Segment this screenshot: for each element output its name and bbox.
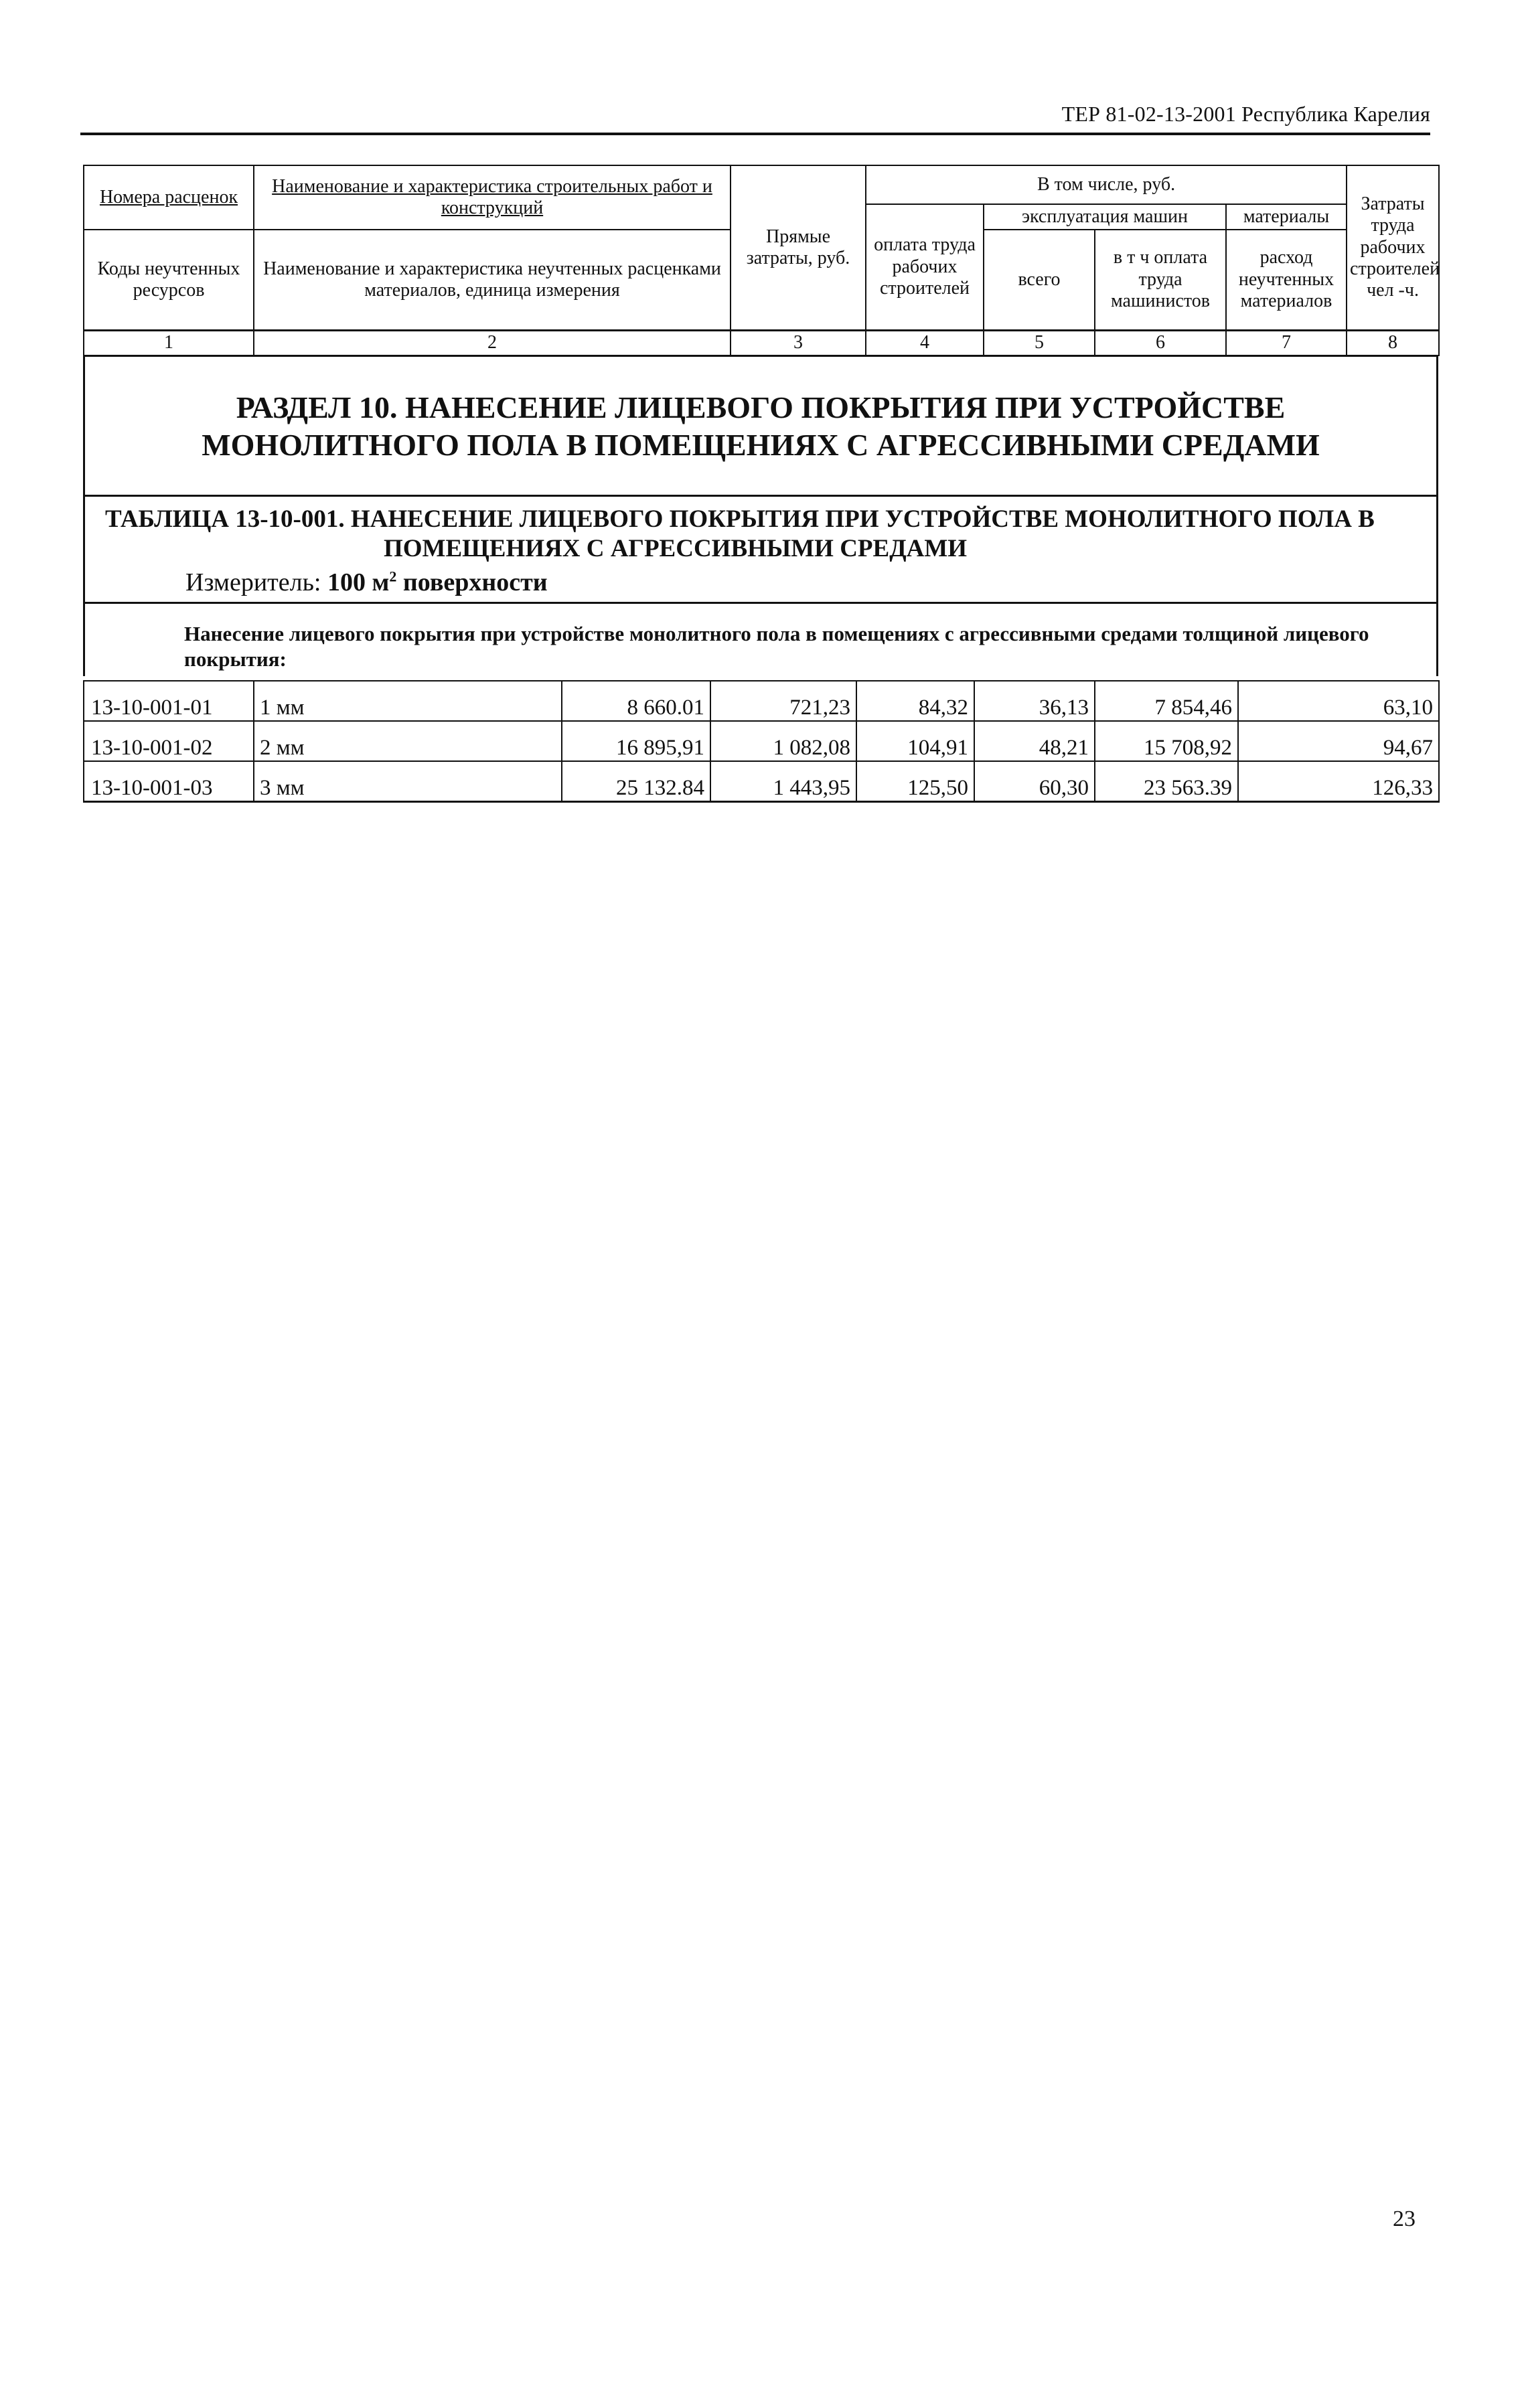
section-block bbox=[83, 355, 1438, 497]
header-rule bbox=[80, 133, 1430, 135]
cell-materials: 23 563.39 bbox=[1095, 761, 1238, 802]
col-number-1: 1 bbox=[84, 330, 254, 355]
header-work-name: Наименование и характеристика строительных работ и конструкций bbox=[254, 165, 731, 230]
col-number-6: 6 bbox=[1095, 330, 1226, 355]
cell-name: 2 мм bbox=[254, 721, 562, 761]
col-number-3: 3 bbox=[731, 330, 866, 355]
header-operators-pay: в т ч оплата труда машинистов bbox=[1095, 230, 1226, 330]
cell-machines: 125,50 bbox=[856, 761, 974, 802]
work-group-title: Нанесение лицевого покрытия при устройстве монолитного пола в помещениях с агрессивными средами толщиной лицевого покрытия: bbox=[184, 622, 1369, 671]
header-direct-costs: Прямые затраты, руб. bbox=[731, 165, 866, 330]
header-rate-numbers: Номера расценок bbox=[84, 165, 254, 230]
table-row bbox=[84, 721, 1439, 761]
cell-operators: 60,30 bbox=[974, 761, 1095, 802]
column-header-table bbox=[83, 165, 1440, 356]
cell-materials: 7 854,46 bbox=[1095, 681, 1238, 721]
cell-labor: 1 082,08 bbox=[710, 721, 856, 761]
col-number-5: 5 bbox=[984, 330, 1095, 355]
table-row bbox=[84, 681, 1439, 721]
col-number-4: 4 bbox=[866, 330, 984, 355]
header-resource-codes: Коды неучтенных ресурсов bbox=[84, 230, 254, 330]
cell-labor: 1 443,95 bbox=[710, 761, 856, 802]
cell-hours: 126,33 bbox=[1238, 761, 1439, 802]
cell-direct: 16 895,91 bbox=[562, 721, 710, 761]
col-number-2: 2 bbox=[254, 330, 731, 355]
cell-code: 13-10-001-03 bbox=[84, 761, 254, 802]
cell-direct: 8 660.01 bbox=[562, 681, 710, 721]
cell-labor: 721,23 bbox=[710, 681, 856, 721]
header-machines-total: всего bbox=[984, 230, 1095, 330]
cell-operators: 48,21 bbox=[974, 721, 1095, 761]
col-number-8: 8 bbox=[1347, 330, 1439, 355]
cell-operators: 36,13 bbox=[974, 681, 1095, 721]
header-material-name: Наименование и характеристика неучтенных расценками материалов, единица измерения bbox=[254, 230, 731, 330]
header-materials: материалы bbox=[1226, 204, 1347, 230]
header-machines: эксплуатация машин bbox=[984, 204, 1226, 230]
cell-hours: 63,10 bbox=[1238, 681, 1439, 721]
cell-machines: 104,91 bbox=[856, 721, 974, 761]
cell-machines: 84,32 bbox=[856, 681, 974, 721]
cell-hours: 94,67 bbox=[1238, 721, 1439, 761]
rates-table bbox=[83, 680, 1440, 803]
table-info-block bbox=[83, 497, 1438, 604]
col-number-7: 7 bbox=[1226, 330, 1347, 355]
header-unaccounted-materials: расход неучтенных материалов bbox=[1226, 230, 1347, 330]
work-group-block bbox=[83, 604, 1438, 676]
table-title: ТАБЛИЦА 13-10-001. НАНЕСЕНИЕ ЛИЦЕВОГО ПОКРЫТИЯ ПРИ УСТРОЙСТВЕ МОНОЛИТНОГО ПОЛА В ПОМЕЩЕНИЯХ С АГРЕССИВНЫМИ СРЕДАМИ bbox=[105, 505, 1375, 562]
section-title: РАЗДЕЛ 10. НАНЕСЕНИЕ ЛИЦЕВОГО ПОКРЫТИЯ ПРИ УСТРОЙСТВЕ МОНОЛИТНОГО ПОЛА В ПОМЕЩЕНИЯХ С АГРЕССИВНЫМИ СРЕДАМИ bbox=[202, 390, 1320, 462]
cell-name: 3 мм bbox=[254, 761, 562, 802]
cell-code: 13-10-001-02 bbox=[84, 721, 254, 761]
page-number: 23 bbox=[1393, 2206, 1416, 2231]
document-header: ТЕР 81-02-13-2001 Республика Карелия bbox=[1061, 102, 1430, 126]
cell-materials: 15 708,92 bbox=[1095, 721, 1238, 761]
header-including: В том числе, руб. bbox=[866, 165, 1347, 204]
header-labor-pay: оплата труда рабочих строителей bbox=[866, 204, 984, 330]
table-row bbox=[84, 761, 1439, 802]
cell-direct: 25 132.84 bbox=[562, 761, 710, 802]
measure-unit: Измеритель: 100 $м^2$ поверхности bbox=[185, 568, 548, 596]
header-labor-hours: Затраты труда рабочих строителей чел -ч. bbox=[1347, 165, 1439, 330]
cell-code: 13-10-001-01 bbox=[84, 681, 254, 721]
cell-name: 1 мм bbox=[254, 681, 562, 721]
